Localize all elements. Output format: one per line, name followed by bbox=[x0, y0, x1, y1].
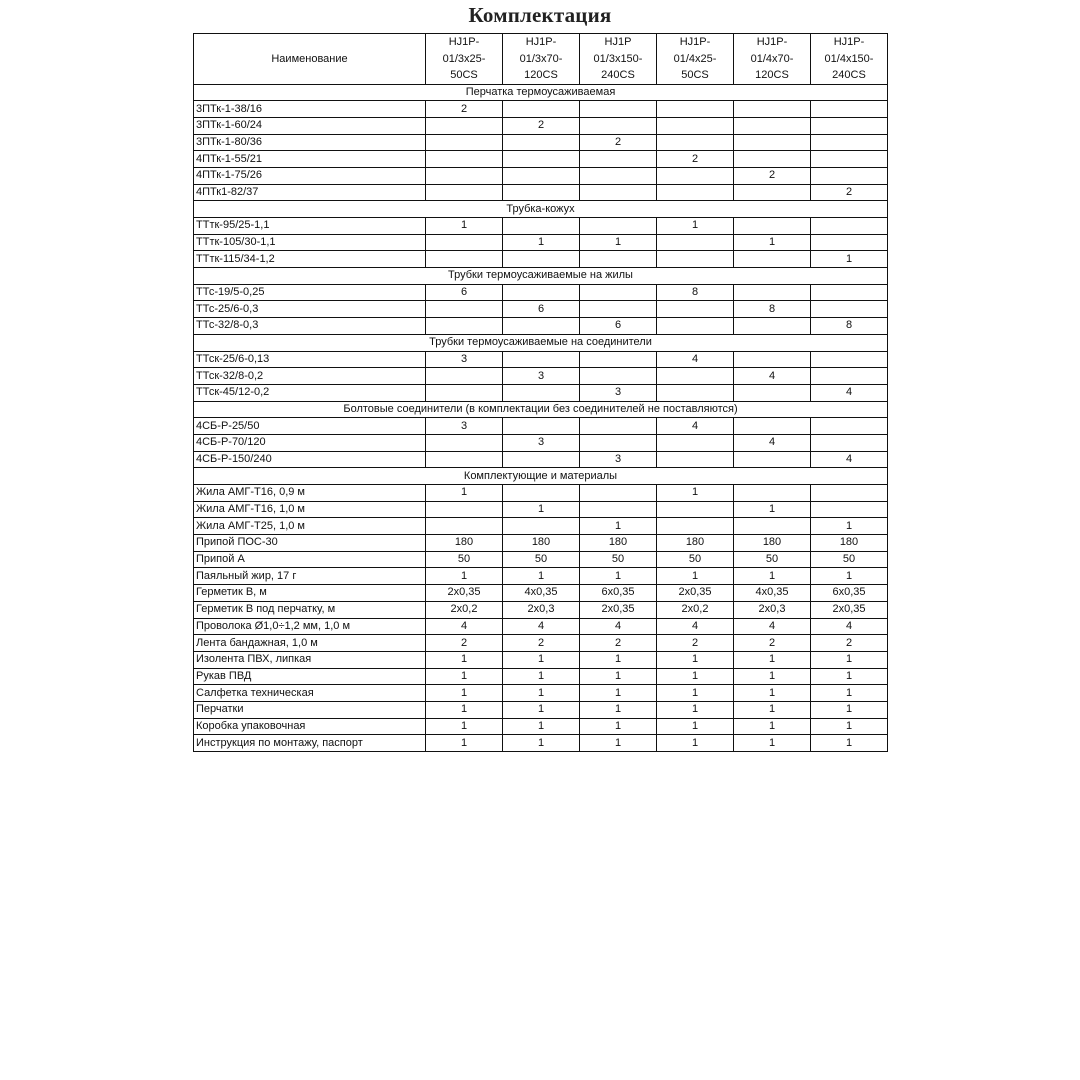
quantity-cell bbox=[503, 167, 580, 184]
header-name-cell: Наименование bbox=[194, 34, 426, 85]
quantity-cell bbox=[657, 434, 734, 451]
quantity-cell bbox=[580, 167, 657, 184]
quantity-cell: 50 bbox=[503, 551, 580, 568]
item-name-cell: ТТск-45/12-0,2 bbox=[194, 384, 426, 401]
quantity-cell: 1 bbox=[734, 685, 811, 702]
item-name-cell: ТТтк-115/34-1,2 bbox=[194, 251, 426, 268]
item-name-cell: Рукав ПВД bbox=[194, 668, 426, 685]
table-row bbox=[194, 151, 888, 168]
quantity-cell: 1 bbox=[657, 218, 734, 235]
section-title: Перчатка термоусаживаемая bbox=[194, 84, 888, 101]
quantity-cell: 180 bbox=[426, 535, 503, 552]
item-name-cell: 4ПТк-1-55/21 bbox=[194, 151, 426, 168]
quantity-cell: 1 bbox=[503, 718, 580, 735]
section-title: Трубки термоусаживаемые на соединители bbox=[194, 334, 888, 351]
table-row bbox=[194, 485, 888, 502]
quantity-cell bbox=[657, 117, 734, 134]
quantity-cell bbox=[580, 485, 657, 502]
item-name-cell: ТТск-32/8-0,2 bbox=[194, 368, 426, 385]
quantity-cell bbox=[657, 301, 734, 318]
quantity-cell bbox=[657, 167, 734, 184]
quantity-cell: 4 bbox=[734, 368, 811, 385]
header-model-cell: HJ1P- 01/4x70- 120CS bbox=[734, 34, 811, 85]
item-name-cell: 4СБ-Р-150/240 bbox=[194, 451, 426, 468]
table-row bbox=[194, 368, 888, 385]
quantity-cell bbox=[811, 284, 888, 301]
quantity-cell: 4 bbox=[657, 618, 734, 635]
quantity-cell: 4 bbox=[811, 618, 888, 635]
quantity-cell: 1 bbox=[657, 701, 734, 718]
quantity-cell: 4 bbox=[734, 618, 811, 635]
table-row bbox=[194, 685, 888, 702]
quantity-cell: 1 bbox=[580, 718, 657, 735]
table-row bbox=[194, 535, 888, 552]
quantity-cell: 4 bbox=[811, 384, 888, 401]
item-name-cell: Проволока Ø1,0÷1,2 мм, 1,0 м bbox=[194, 618, 426, 635]
quantity-cell: 1 bbox=[734, 568, 811, 585]
quantity-cell bbox=[811, 434, 888, 451]
item-name-cell: Перчатки bbox=[194, 701, 426, 718]
quantity-cell bbox=[811, 234, 888, 251]
quantity-cell bbox=[426, 501, 503, 518]
quantity-cell bbox=[811, 151, 888, 168]
quantity-cell bbox=[426, 134, 503, 151]
quantity-cell: 180 bbox=[580, 535, 657, 552]
table-row bbox=[194, 384, 888, 401]
quantity-cell: 4 bbox=[503, 618, 580, 635]
section-title: Комплектующие и материалы bbox=[194, 468, 888, 485]
section-header-row bbox=[194, 201, 888, 218]
quantity-cell: 3 bbox=[503, 368, 580, 385]
quantity-cell bbox=[811, 301, 888, 318]
table-row bbox=[194, 351, 888, 368]
quantity-cell: 1 bbox=[580, 701, 657, 718]
item-name-cell: Жила АМГ-Т16, 1,0 м bbox=[194, 501, 426, 518]
quantity-cell: 1 bbox=[734, 651, 811, 668]
quantity-cell: 50 bbox=[657, 551, 734, 568]
quantity-cell: 2x0,35 bbox=[657, 585, 734, 602]
quantity-cell bbox=[426, 368, 503, 385]
quantity-cell bbox=[734, 485, 811, 502]
quantity-cell bbox=[734, 251, 811, 268]
quantity-cell: 1 bbox=[734, 735, 811, 752]
quantity-cell: 4 bbox=[657, 418, 734, 435]
quantity-cell: 3 bbox=[503, 434, 580, 451]
quantity-cell bbox=[426, 434, 503, 451]
quantity-cell bbox=[811, 117, 888, 134]
quantity-cell: 1 bbox=[811, 718, 888, 735]
table-row bbox=[194, 601, 888, 618]
table-row bbox=[194, 117, 888, 134]
item-name-cell: Коробка упаковочная bbox=[194, 718, 426, 735]
quantity-cell: 4x0,35 bbox=[734, 585, 811, 602]
table-row bbox=[194, 184, 888, 201]
item-name-cell: Герметик В под перчатку, м bbox=[194, 601, 426, 618]
header-model-cell: HJ1P 01/3x150- 240CS bbox=[580, 34, 657, 85]
quantity-cell bbox=[657, 318, 734, 335]
quantity-cell bbox=[580, 151, 657, 168]
quantity-cell: 1 bbox=[657, 718, 734, 735]
quantity-cell bbox=[734, 117, 811, 134]
quantity-cell: 3 bbox=[426, 351, 503, 368]
item-name-cell: 4ПТк1-82/37 bbox=[194, 184, 426, 201]
quantity-cell bbox=[811, 368, 888, 385]
quantity-cell: 2 bbox=[503, 117, 580, 134]
quantity-cell: 4 bbox=[580, 618, 657, 635]
quantity-cell bbox=[734, 134, 811, 151]
table-row bbox=[194, 451, 888, 468]
quantity-cell: 2x0,35 bbox=[580, 601, 657, 618]
quantity-cell: 1 bbox=[503, 234, 580, 251]
quantity-cell: 1 bbox=[426, 651, 503, 668]
quantity-cell bbox=[503, 251, 580, 268]
quantity-cell: 2x0,2 bbox=[426, 601, 503, 618]
quantity-cell: 2 bbox=[811, 635, 888, 652]
quantity-cell: 1 bbox=[503, 668, 580, 685]
quantity-cell: 1 bbox=[503, 701, 580, 718]
quantity-cell bbox=[503, 318, 580, 335]
table-row bbox=[194, 701, 888, 718]
quantity-cell bbox=[734, 351, 811, 368]
quantity-cell: 2x0,2 bbox=[657, 601, 734, 618]
quantity-cell: 6x0,35 bbox=[811, 585, 888, 602]
quantity-cell bbox=[734, 218, 811, 235]
item-name-cell: ТТс-32/8-0,3 bbox=[194, 318, 426, 335]
quantity-cell: 1 bbox=[580, 685, 657, 702]
quantity-cell: 1 bbox=[657, 668, 734, 685]
quantity-cell bbox=[811, 418, 888, 435]
quantity-cell bbox=[580, 351, 657, 368]
quantity-cell: 2 bbox=[657, 151, 734, 168]
quantity-cell bbox=[426, 318, 503, 335]
quantity-cell bbox=[580, 218, 657, 235]
quantity-cell bbox=[426, 251, 503, 268]
table-row bbox=[194, 501, 888, 518]
table-row bbox=[194, 518, 888, 535]
quantity-cell: 6x0,35 bbox=[580, 585, 657, 602]
quantity-cell bbox=[503, 451, 580, 468]
quantity-cell: 2 bbox=[734, 167, 811, 184]
item-name-cell: Жила АМГ-Т25, 1,0 м bbox=[194, 518, 426, 535]
quantity-cell: 4 bbox=[426, 618, 503, 635]
quantity-cell bbox=[811, 167, 888, 184]
table-row bbox=[194, 134, 888, 151]
quantity-cell bbox=[426, 151, 503, 168]
quantity-cell: 1 bbox=[580, 668, 657, 685]
table-row bbox=[194, 651, 888, 668]
quantity-cell: 180 bbox=[657, 535, 734, 552]
quantity-cell bbox=[811, 501, 888, 518]
quantity-cell bbox=[734, 518, 811, 535]
quantity-cell: 4 bbox=[811, 451, 888, 468]
quantity-cell bbox=[657, 384, 734, 401]
table-row bbox=[194, 318, 888, 335]
quantity-cell: 1 bbox=[811, 251, 888, 268]
quantity-cell bbox=[734, 284, 811, 301]
quantity-cell bbox=[426, 167, 503, 184]
quantity-cell bbox=[657, 234, 734, 251]
quantity-cell: 1 bbox=[657, 685, 734, 702]
quantity-cell bbox=[734, 101, 811, 118]
quantity-cell: 1 bbox=[580, 518, 657, 535]
table-row bbox=[194, 551, 888, 568]
item-name-cell: 4СБ-Р-25/50 bbox=[194, 418, 426, 435]
quantity-cell: 1 bbox=[811, 568, 888, 585]
table-row bbox=[194, 585, 888, 602]
item-name-cell: Инструкция по монтажу, паспорт bbox=[194, 735, 426, 752]
quantity-cell: 1 bbox=[811, 701, 888, 718]
item-name-cell: ТТтк-105/30-1,1 bbox=[194, 234, 426, 251]
quantity-cell: 2x0,3 bbox=[734, 601, 811, 618]
quantity-cell bbox=[734, 384, 811, 401]
quantity-cell: 50 bbox=[734, 551, 811, 568]
quantity-cell: 2x0,35 bbox=[811, 601, 888, 618]
quantity-cell: 3 bbox=[580, 451, 657, 468]
table-row bbox=[194, 418, 888, 435]
quantity-cell: 2 bbox=[657, 635, 734, 652]
table-row bbox=[194, 301, 888, 318]
quantity-cell bbox=[580, 184, 657, 201]
quantity-cell bbox=[657, 251, 734, 268]
quantity-cell bbox=[657, 101, 734, 118]
quantity-cell: 1 bbox=[426, 668, 503, 685]
quantity-cell bbox=[580, 501, 657, 518]
quantity-cell: 1 bbox=[734, 718, 811, 735]
quantity-cell: 1 bbox=[503, 735, 580, 752]
quantity-cell: 8 bbox=[734, 301, 811, 318]
table-row bbox=[194, 101, 888, 118]
quantity-cell bbox=[734, 151, 811, 168]
section-title: Трубка-кожух bbox=[194, 201, 888, 218]
quantity-cell: 180 bbox=[734, 535, 811, 552]
quantity-cell bbox=[503, 284, 580, 301]
quantity-cell: 1 bbox=[811, 668, 888, 685]
quantity-cell: 1 bbox=[580, 735, 657, 752]
quantity-cell: 1 bbox=[426, 701, 503, 718]
quantity-cell: 1 bbox=[503, 501, 580, 518]
header-model-cell: HJ1P- 01/4x150- 240CS bbox=[811, 34, 888, 85]
quantity-cell: 1 bbox=[657, 735, 734, 752]
quantity-cell: 1 bbox=[503, 685, 580, 702]
quantity-cell bbox=[811, 351, 888, 368]
table-row bbox=[194, 618, 888, 635]
quantity-cell: 3 bbox=[426, 418, 503, 435]
table-row bbox=[194, 635, 888, 652]
quantity-cell bbox=[580, 101, 657, 118]
table-row bbox=[194, 434, 888, 451]
section-title: Болтовые соединители (в комплектации без соединителей не поставляются) bbox=[194, 401, 888, 418]
section-header-row bbox=[194, 334, 888, 351]
quantity-cell: 2x0,35 bbox=[426, 585, 503, 602]
quantity-cell: 1 bbox=[734, 234, 811, 251]
table-row bbox=[194, 718, 888, 735]
quantity-cell bbox=[503, 101, 580, 118]
item-name-cell: Лента бандажная, 1,0 м bbox=[194, 635, 426, 652]
quantity-cell: 2 bbox=[426, 101, 503, 118]
quantity-cell bbox=[503, 218, 580, 235]
quantity-cell bbox=[426, 184, 503, 201]
quantity-cell: 1 bbox=[580, 568, 657, 585]
quantity-cell: 180 bbox=[811, 535, 888, 552]
table-body bbox=[194, 84, 888, 752]
quantity-cell bbox=[426, 117, 503, 134]
quantity-cell: 2 bbox=[734, 635, 811, 652]
quantity-cell bbox=[503, 184, 580, 201]
quantity-cell: 1 bbox=[426, 685, 503, 702]
quantity-cell: 8 bbox=[657, 284, 734, 301]
quantity-cell: 2 bbox=[580, 635, 657, 652]
quantity-cell bbox=[503, 518, 580, 535]
header-model-cell: HJ1P- 01/3x25- 50CS bbox=[426, 34, 503, 85]
quantity-cell: 8 bbox=[811, 318, 888, 335]
quantity-cell bbox=[580, 251, 657, 268]
quantity-cell: 1 bbox=[811, 685, 888, 702]
quantity-cell bbox=[580, 284, 657, 301]
item-name-cell: 3ПТк-1-60/24 bbox=[194, 117, 426, 134]
specification-table bbox=[193, 33, 888, 752]
quantity-cell bbox=[426, 384, 503, 401]
quantity-cell: 3 bbox=[580, 384, 657, 401]
quantity-cell bbox=[580, 368, 657, 385]
item-name-cell: ТТтк-95/25-1,1 bbox=[194, 218, 426, 235]
table-row bbox=[194, 251, 888, 268]
quantity-cell bbox=[657, 368, 734, 385]
quantity-cell: 6 bbox=[503, 301, 580, 318]
table-header-row bbox=[194, 34, 888, 85]
quantity-cell: 50 bbox=[580, 551, 657, 568]
quantity-cell bbox=[503, 384, 580, 401]
quantity-cell: 1 bbox=[657, 568, 734, 585]
item-name-cell: 4СБ-Р-70/120 bbox=[194, 434, 426, 451]
quantity-cell: 1 bbox=[503, 568, 580, 585]
quantity-cell: 1 bbox=[580, 234, 657, 251]
quantity-cell: 50 bbox=[811, 551, 888, 568]
table-row bbox=[194, 284, 888, 301]
section-title: Трубки термоусаживаемые на жилы bbox=[194, 268, 888, 285]
table-row bbox=[194, 167, 888, 184]
quantity-cell bbox=[734, 184, 811, 201]
quantity-cell bbox=[503, 351, 580, 368]
quantity-cell: 1 bbox=[734, 501, 811, 518]
quantity-cell bbox=[426, 234, 503, 251]
quantity-cell: 1 bbox=[734, 701, 811, 718]
table-row bbox=[194, 668, 888, 685]
quantity-cell bbox=[503, 485, 580, 502]
item-name-cell: Изолента ПВХ, липкая bbox=[194, 651, 426, 668]
header-model-cell: HJ1P- 01/4x25- 50CS bbox=[657, 34, 734, 85]
quantity-cell bbox=[811, 485, 888, 502]
section-header-row bbox=[194, 84, 888, 101]
quantity-cell bbox=[811, 101, 888, 118]
item-name-cell: 3ПТк-1-80/36 bbox=[194, 134, 426, 151]
quantity-cell: 2 bbox=[503, 635, 580, 652]
page-title: Комплектация bbox=[468, 3, 612, 27]
quantity-cell: 6 bbox=[580, 318, 657, 335]
quantity-cell: 2 bbox=[426, 635, 503, 652]
quantity-cell: 1 bbox=[426, 718, 503, 735]
quantity-cell: 1 bbox=[426, 568, 503, 585]
quantity-cell: 1 bbox=[734, 668, 811, 685]
table-row bbox=[194, 218, 888, 235]
quantity-cell: 1 bbox=[811, 651, 888, 668]
item-name-cell: ТТск-25/6-0,13 bbox=[194, 351, 426, 368]
quantity-cell bbox=[580, 418, 657, 435]
quantity-cell bbox=[811, 134, 888, 151]
quantity-cell: 2x0,3 bbox=[503, 601, 580, 618]
quantity-cell bbox=[503, 418, 580, 435]
quantity-cell bbox=[657, 451, 734, 468]
section-header-row bbox=[194, 401, 888, 418]
item-name-cell: Салфетка техническая bbox=[194, 685, 426, 702]
quantity-cell: 4 bbox=[734, 434, 811, 451]
section-header-row bbox=[194, 268, 888, 285]
quantity-cell: 6 bbox=[426, 284, 503, 301]
quantity-cell bbox=[734, 318, 811, 335]
header-model-cell: HJ1P- 01/3x70- 120CS bbox=[503, 34, 580, 85]
quantity-cell bbox=[503, 151, 580, 168]
quantity-cell: 1 bbox=[811, 518, 888, 535]
item-name-cell: 3ПТк-1-38/16 bbox=[194, 101, 426, 118]
quantity-cell bbox=[426, 518, 503, 535]
quantity-cell bbox=[657, 134, 734, 151]
quantity-cell bbox=[811, 218, 888, 235]
quantity-cell bbox=[580, 434, 657, 451]
table-row bbox=[194, 234, 888, 251]
quantity-cell bbox=[657, 501, 734, 518]
item-name-cell: Припой ПОС-30 bbox=[194, 535, 426, 552]
quantity-cell: 1 bbox=[426, 485, 503, 502]
quantity-cell bbox=[657, 184, 734, 201]
quantity-cell: 2 bbox=[580, 134, 657, 151]
quantity-cell bbox=[734, 418, 811, 435]
item-name-cell: 4ПТк-1-75/26 bbox=[194, 167, 426, 184]
quantity-cell bbox=[426, 451, 503, 468]
item-name-cell: ТТс-25/6-0,3 bbox=[194, 301, 426, 318]
quantity-cell: 1 bbox=[580, 651, 657, 668]
item-name-cell: Паяльный жир, 17 г bbox=[194, 568, 426, 585]
quantity-cell: 4 bbox=[657, 351, 734, 368]
quantity-cell: 1 bbox=[657, 485, 734, 502]
item-name-cell: Герметик В, м bbox=[194, 585, 426, 602]
quantity-cell: 4x0,35 bbox=[503, 585, 580, 602]
quantity-cell: 1 bbox=[426, 735, 503, 752]
quantity-cell bbox=[734, 451, 811, 468]
table-row bbox=[194, 735, 888, 752]
quantity-cell bbox=[657, 518, 734, 535]
quantity-cell bbox=[580, 301, 657, 318]
item-name-cell: ТТс-19/5-0,25 bbox=[194, 284, 426, 301]
table-row bbox=[194, 568, 888, 585]
item-name-cell: Жила АМГ-Т16, 0,9 м bbox=[194, 485, 426, 502]
quantity-cell: 2 bbox=[811, 184, 888, 201]
quantity-cell: 1 bbox=[426, 218, 503, 235]
quantity-cell: 50 bbox=[426, 551, 503, 568]
quantity-cell: 180 bbox=[503, 535, 580, 552]
quantity-cell: 1 bbox=[657, 651, 734, 668]
item-name-cell: Припой А bbox=[194, 551, 426, 568]
quantity-cell: 1 bbox=[811, 735, 888, 752]
quantity-cell: 1 bbox=[503, 651, 580, 668]
quantity-cell bbox=[503, 134, 580, 151]
quantity-cell bbox=[580, 117, 657, 134]
section-header-row bbox=[194, 468, 888, 485]
quantity-cell bbox=[426, 301, 503, 318]
